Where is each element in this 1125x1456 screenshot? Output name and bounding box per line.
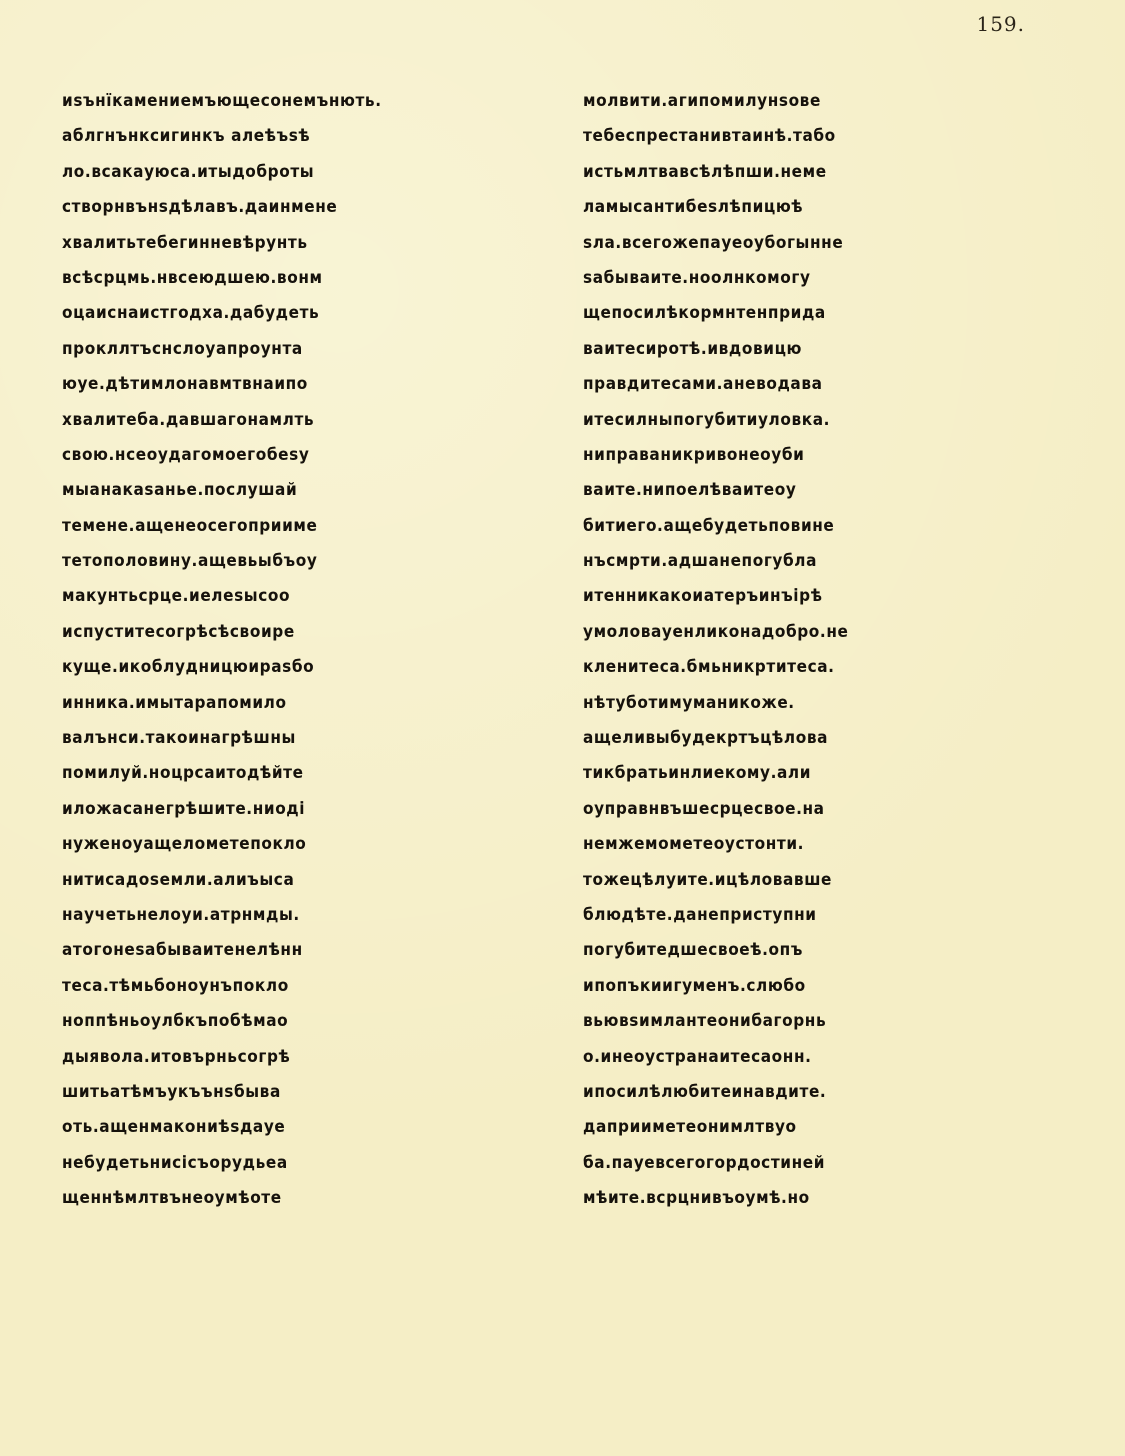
manuscript-line: нуженоуащелометепокло bbox=[62, 834, 307, 855]
manuscript-line: ламысантибеѕлѣпицюѣ bbox=[583, 197, 804, 218]
manuscript-line: немжемометеоустонти. bbox=[583, 834, 805, 855]
manuscript-line: оуправнвъшесрцесвое.на bbox=[583, 798, 825, 819]
manuscript-line: валънси.такоинагрѣшны bbox=[62, 728, 296, 749]
manuscript-line: мѣите.всрцнивъоумѣ.но bbox=[583, 1188, 810, 1209]
manuscript-line: куще.икоблудницюираѕбо bbox=[62, 657, 315, 678]
manuscript-line: битиего.ащебудетьповине bbox=[583, 515, 835, 536]
manuscript-line: о.инеоустранаитесаонн. bbox=[583, 1046, 812, 1067]
manuscript-line: аблгнънксигинкъ алеѣъѕѣ bbox=[62, 126, 311, 147]
manuscript-line: дыявола.итовърньсогрѣ bbox=[62, 1046, 291, 1067]
manuscript-line: тебеспрестанивтаинѣ.табо bbox=[583, 126, 836, 147]
manuscript-line: атогонеѕабываитенелѣнн bbox=[62, 940, 303, 961]
manuscript-line: темене.ащенеосегоприиме bbox=[62, 515, 318, 536]
manuscript-line: щеннѣмлтвънеоумѣоте bbox=[62, 1188, 282, 1209]
manuscript-line: прокллтъснслоуапроунта bbox=[62, 338, 303, 359]
manuscript-line: ноппѣньоулбкъпобѣмао bbox=[62, 1011, 289, 1032]
manuscript-line: кленитеса.бмьникртитеса. bbox=[583, 657, 835, 678]
manuscript-line: теса.тѣмьбоноунъпокло bbox=[62, 975, 289, 996]
manuscript-line: нитисадоѕемли.алиъыса bbox=[62, 869, 295, 890]
manuscript-line: ипопъкиигуменъ.слюбо bbox=[583, 975, 806, 996]
manuscript-line: погубитедшесвоеѣ.опъ bbox=[583, 940, 803, 961]
manuscript-line: тикбратьинлиекому.али bbox=[583, 763, 812, 784]
manuscript-line: иѕънїкамениемъющесонемънють. bbox=[62, 91, 382, 111]
manuscript-line: ло.всакауюса.итыдоброты bbox=[62, 161, 315, 182]
manuscript-line: створнвънѕдѣлавъ.даинмене bbox=[62, 197, 338, 218]
manuscript-line: инника.имытарапомило bbox=[62, 692, 287, 713]
manuscript-line: даприиметеонимлтвуо bbox=[583, 1117, 797, 1138]
manuscript-line: ваите.нипоелѣваитеоу bbox=[583, 480, 797, 501]
manuscript-line: хвалитьтебегинневѣрунть bbox=[62, 232, 308, 253]
manuscript-line: ипосилѣлюбитеинавдите. bbox=[583, 1081, 827, 1102]
manuscript-line: умоловауенликонадобро.не bbox=[583, 621, 849, 642]
manuscript-line: нъсмрти.адшанепогубла bbox=[583, 551, 817, 572]
manuscript-line: хвалитеба.давшагонамлть bbox=[62, 409, 315, 430]
manuscript-line: испуститесогрѣсѣсвоире bbox=[62, 621, 295, 642]
manuscript-line: мыанакаѕанье.послушай bbox=[62, 480, 298, 501]
manuscript-line: ба.пауевсегогордостиней bbox=[583, 1152, 826, 1173]
manuscript-line: тожецѣлуите.ицѣловавше bbox=[583, 869, 833, 890]
manuscript-line: научетьнелоуи.атрнмды. bbox=[62, 904, 300, 925]
right-text-column bbox=[583, 84, 1053, 1217]
manuscript-line: ваитесиротѣ.ивдовицю bbox=[583, 338, 802, 359]
manuscript-line: правдитесами.аневодава bbox=[583, 374, 823, 395]
manuscript-line: шитьатѣмъукъънѕбыва bbox=[62, 1081, 281, 1102]
manuscript-line: ниправаникривонеоуби bbox=[583, 444, 805, 465]
manuscript-line: итесилныпогубитиуловка. bbox=[583, 409, 831, 430]
manuscript-line: вьювѕимлантеонибагорнь bbox=[583, 1011, 827, 1032]
left-text-column bbox=[62, 84, 532, 1217]
manuscript-line: ѕла.всегожепауеоубогынне bbox=[583, 232, 844, 253]
manuscript-line: помилуй.ноцрсаитодѣйте bbox=[62, 763, 304, 784]
manuscript-line: тетополовину.ащевьыбъоу bbox=[62, 551, 318, 572]
manuscript-line: оть.ащенмакониѣѕдауе bbox=[62, 1117, 286, 1138]
manuscript-line: молвити.агипомилунѕове bbox=[583, 91, 821, 111]
manuscript-line: оцаиснаистгодха.дабудеть bbox=[62, 303, 320, 324]
manuscript-line: ѕабываите.ноолнкомогу bbox=[583, 267, 811, 288]
manuscript-line: свою.нсеоудагомоегобеѕу bbox=[62, 444, 310, 465]
manuscript-line: блюдѣте.данеприступни bbox=[583, 904, 817, 925]
manuscript-line: всѣсрцмь.нвсеюдшею.вонм bbox=[62, 267, 323, 288]
manuscript-line: ащеливыбудекртъцѣлова bbox=[583, 728, 829, 749]
manuscript-line: нѣтуботимуманикоже. bbox=[583, 692, 795, 713]
manuscript-line: итенникакоиатеръинъірѣ bbox=[583, 586, 823, 607]
manuscript-line: макунтьсрце.иелеѕысоо bbox=[62, 586, 291, 607]
manuscript-line: юуе.дѣтимлонавмтвнаипо bbox=[62, 374, 308, 395]
manuscript-line: иложасанегрѣшите.ниоді bbox=[62, 798, 306, 819]
manuscript-line: истьмлтвавсѣлѣпши.неме bbox=[583, 161, 827, 182]
page-number: 159. bbox=[976, 12, 1025, 36]
manuscript-line: небудетьнисісъорудьеа bbox=[62, 1152, 288, 1173]
manuscript-line: щепосилѣкормнтенприда bbox=[583, 303, 826, 324]
